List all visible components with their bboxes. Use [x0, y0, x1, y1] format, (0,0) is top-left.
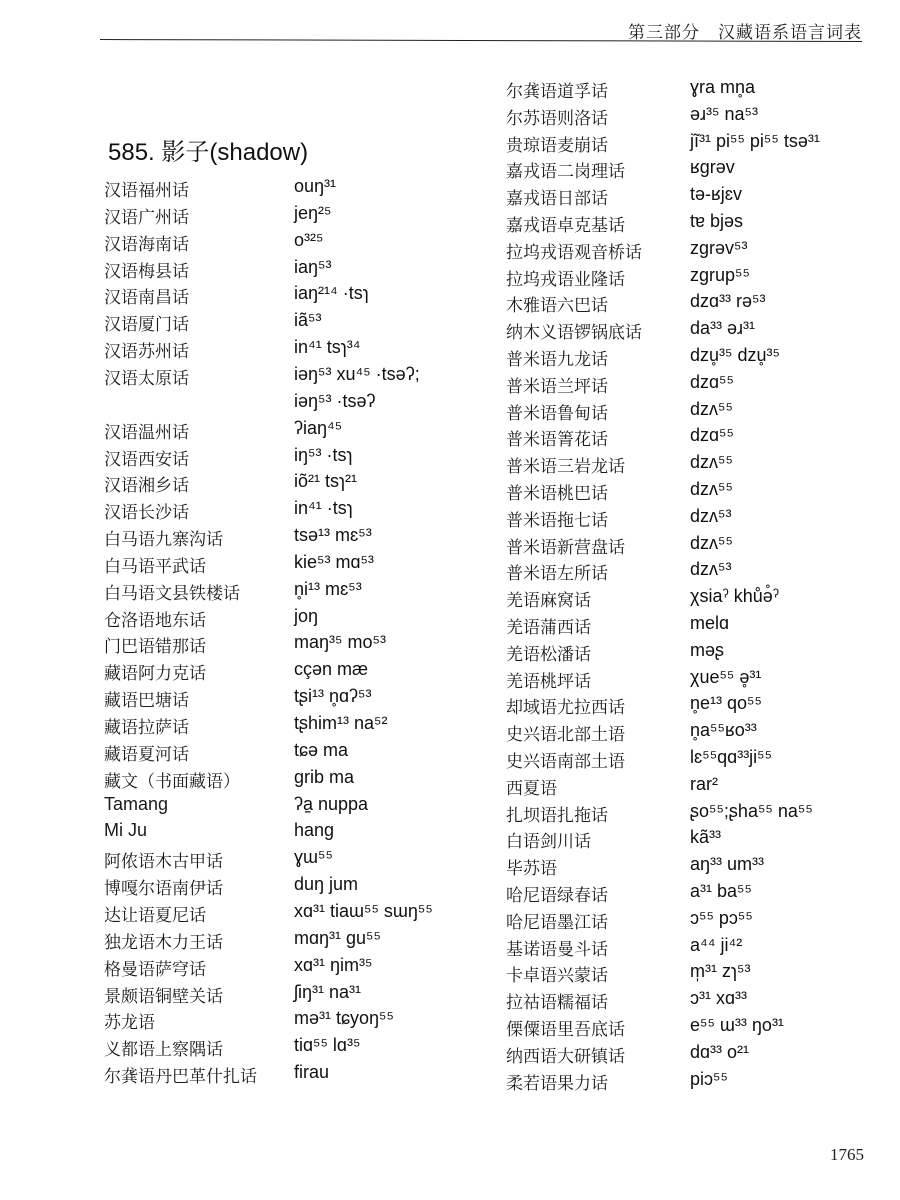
word-form: dzʌ⁵³	[690, 505, 732, 526]
language-name: 汉语太原话	[104, 368, 189, 389]
word-form: dzɑ⁵⁵	[690, 371, 734, 392]
language-name: 达让语夏尼话	[104, 905, 206, 926]
language-name: 汉语南昌话	[104, 288, 189, 309]
word-form: melɑ	[690, 613, 730, 633]
word-form: rar²	[690, 773, 718, 794]
language-name: 汉语厦门话	[104, 315, 189, 336]
word-form: tʂhim¹³ na⁵²	[294, 713, 388, 733]
language-name: 门巴语错那话	[104, 637, 206, 658]
word-form: ʃiŋ³¹ na³¹	[294, 981, 362, 1002]
word-form: aŋ³³ um³³	[690, 854, 765, 875]
language-name: 尔苏语则洛话	[506, 108, 608, 129]
language-name: 普米语九龙话	[506, 350, 608, 370]
word-form: məʂ	[690, 639, 725, 660]
language-name: 汉语长沙话	[104, 503, 189, 524]
language-name: 拉坞戎语观音桥话	[506, 242, 642, 263]
word-form: dzɑ⁵⁵	[690, 425, 734, 446]
word-form: tɐ bjəs	[690, 211, 744, 231]
language-name: Mi Ju	[104, 820, 148, 841]
word-form: ɣra mn̥a	[690, 77, 756, 97]
word-form: n̥i¹³ mɛ⁵³	[294, 578, 362, 599]
language-name: 羌语松潘话	[506, 644, 591, 665]
language-name: 哈尼语墨江话	[506, 912, 608, 933]
language-name: 普米语拖七话	[506, 510, 608, 531]
word-form: iaŋ²¹⁴ ·tsɿ	[294, 283, 369, 304]
language-name: 普米语鲁甸话	[506, 403, 608, 424]
language-name: 汉语福州话	[104, 181, 189, 201]
language-name: 却域语尤拉西话	[506, 698, 625, 719]
language-name: 汉语温州话	[104, 422, 189, 443]
word-form: in⁴¹ ·tsɿ	[294, 498, 353, 519]
language-name: 卡卓语兴蒙话	[506, 966, 608, 987]
word-form: ʔiaŋ⁴⁵	[294, 417, 343, 438]
word-form: zgrup⁵⁵	[690, 264, 750, 285]
word-form: a³¹ ba⁵⁵	[690, 881, 752, 901]
language-name: 柔若语果力话	[506, 1073, 608, 1094]
word-form: tɕə ma	[294, 739, 349, 760]
word-form: piɔ⁵⁵	[690, 1068, 728, 1089]
language-name: 尔龚语道孚话	[506, 82, 608, 102]
language-name: 普米语兰坪话	[506, 376, 608, 397]
word-form: maŋ³⁵ mo⁵³	[294, 632, 386, 653]
word-form: n̥e¹³ qo⁵⁵	[690, 693, 762, 714]
word-form: zgrəv⁵³	[690, 237, 748, 258]
word-form: grib ma	[294, 766, 355, 787]
language-name: 普米语左所话	[506, 564, 608, 585]
language-name: 木雅语六巴话	[506, 296, 608, 317]
word-form: a⁴⁴ ji⁴²	[690, 934, 743, 955]
language-name: 西夏语	[506, 778, 557, 799]
word-form: iəŋ⁵³ xu⁴⁵ ·tsəʔ;	[294, 363, 420, 384]
word-form: xɑ³¹ ŋim³⁵	[294, 954, 373, 975]
word-form: tiɑ⁵⁵ lɑ³⁵	[294, 1035, 361, 1056]
language-name: 普米语箐花话	[506, 430, 608, 451]
word-form: e⁵⁵ ɯ³³ ŋo³¹	[690, 1015, 784, 1035]
language-name: 白语剑川话	[506, 832, 591, 853]
language-name: 嘉戎语日部话	[506, 189, 608, 210]
language-name: 嘉戎语二岗理话	[506, 162, 625, 183]
language-name: 汉语海南话	[104, 234, 189, 255]
language-name: 拉坞戎语业隆话	[506, 269, 625, 290]
language-name: 藏语拉萨话	[104, 718, 189, 738]
language-name: 羌语桃坪话	[506, 671, 591, 692]
word-form: dzʌ⁵⁵	[690, 398, 733, 419]
word-form: ʔa̠ nuppa	[294, 793, 369, 814]
word-form: cçən mæ	[294, 659, 369, 680]
language-name: 藏语夏河话	[104, 744, 189, 765]
word-form: ɔ⁵⁵ pɔ⁵⁵	[690, 907, 753, 928]
language-name: 基诺语曼斗话	[506, 939, 608, 960]
language-name: 藏文（书面藏语）	[104, 771, 240, 792]
word-form: o³²⁵	[294, 229, 324, 250]
word-form: ʁgrəv	[690, 157, 735, 178]
word-form: mɑŋ³¹ gu⁵⁵	[294, 927, 381, 948]
language-name: 羌语麻窝话	[506, 591, 591, 612]
language-name: 仓洛语地东话	[104, 610, 206, 631]
word-form: hang	[294, 820, 335, 841]
word-form: iõ²¹ tsɿ²¹	[294, 471, 357, 492]
language-name: 汉语广州话	[104, 207, 189, 228]
word-form: dzu̥³⁵ dzu̥³⁵	[690, 345, 780, 365]
word-form: m̩³¹ zɿ⁵³	[690, 961, 751, 982]
language-name: 拉祜语糯福话	[506, 993, 608, 1014]
language-name: 独龙语木力王话	[104, 932, 223, 953]
language-name: 阿侬语木古甲话	[104, 852, 223, 873]
language-name: 汉语西安话	[104, 449, 189, 470]
language-name: 史兴语南部土语	[506, 752, 625, 772]
language-name: 博嘎尔语南伊话	[104, 879, 223, 900]
word-form: əɹ³⁵ na⁵³	[690, 103, 758, 124]
word-form: jĩ³¹ pi⁵⁵ pi⁵⁵ tsə³¹	[690, 130, 820, 151]
language-name: 白马语文县铁楼话	[104, 583, 240, 604]
word-form: tsə¹³ mɛ⁵³	[294, 525, 372, 546]
language-name: 景颇语铜壁关话	[104, 986, 223, 1007]
entry-title: 585. 影子(shadow)	[108, 139, 309, 166]
word-form: n̥a⁵⁵ʁo³³	[690, 720, 757, 741]
word-form: in⁴¹ tsɿ³⁴	[294, 337, 361, 358]
word-form: firau	[294, 1062, 330, 1083]
word-form: iŋ⁵³ ·tsɿ	[294, 444, 353, 465]
word-form: dɑ³³ o²¹	[690, 1041, 750, 1062]
word-form: da³³ əɹ³¹	[690, 318, 756, 339]
language-name: 普米语新营盘话	[506, 537, 625, 558]
word-form: ɣɯ⁵⁵	[294, 847, 333, 868]
language-name: 汉语苏州话	[104, 342, 189, 363]
language-name: 普米语三岩龙话	[506, 457, 625, 478]
word-form: iaŋ⁵³	[294, 256, 332, 277]
language-name: 纳木义语锣锅底话	[506, 323, 642, 344]
word-form: kã³³	[690, 827, 721, 848]
word-form: lɛ⁵⁵qɑ³³ji⁵⁵	[690, 747, 773, 767]
language-name: 傈僳语里吾底话	[506, 1020, 625, 1040]
language-name: 尔龚语丹巴革什扎话	[104, 1067, 257, 1088]
word-form: ouŋ³¹	[294, 176, 337, 196]
language-name: 义都语上察隅话	[104, 1040, 223, 1061]
word-form: dzʌ⁵⁵	[690, 479, 733, 499]
word-form: jeŋ²⁵	[294, 202, 332, 223]
running-header-title: 第三部分 汉藏语系语言词表	[628, 23, 862, 43]
word-form: iã⁵³	[294, 310, 322, 331]
language-name: 白马语平武话	[104, 556, 206, 577]
language-name: 贵琼语麦崩话	[506, 135, 608, 156]
language-name: 嘉戎语卓克基话	[506, 216, 625, 236]
word-form: joŋ	[294, 605, 319, 626]
word-form: dzɑ³³ rə⁵³	[690, 291, 766, 312]
language-name: 毕苏语	[506, 859, 557, 880]
word-form: tə-ʁjɛv	[690, 184, 743, 205]
language-name: 白马语九寨沟话	[104, 530, 223, 551]
language-name: 藏语阿力克话	[104, 664, 206, 685]
language-name: Tamang	[104, 793, 169, 814]
word-form: kie⁵³ mɑ⁵³	[294, 551, 374, 572]
word-form: tʂi¹³ n̥ɑʔ⁵³	[294, 686, 372, 707]
language-name: 史兴语北部土语	[506, 725, 625, 746]
language-name: 苏龙语	[104, 1013, 155, 1034]
page-number: 1765	[830, 1145, 864, 1164]
language-name: 普米语桃巴话	[506, 484, 608, 504]
word-form: duŋ jum	[294, 874, 359, 895]
word-form: mə³¹ tɕyoŋ⁵⁵	[294, 1008, 394, 1029]
word-form: xɑ³¹ tiaɯ⁵⁵ sɯŋ⁵⁵	[294, 900, 433, 921]
language-name: 扎坝语扎拖话	[506, 805, 608, 826]
language-name: 汉语湘乡话	[104, 476, 189, 497]
word-form: ʂo⁵⁵;ʂha⁵⁵ na⁵⁵	[690, 800, 813, 821]
word-form: iəŋ⁵³ ·tsəʔ	[294, 390, 376, 411]
word-form: dzʌ⁵⁵	[690, 452, 733, 473]
language-name: 羌语蒲西话	[506, 618, 591, 638]
word-form: dzʌ⁵⁵	[690, 532, 733, 553]
word-form: χue⁵⁵ ə̥³¹	[690, 666, 762, 687]
word-form: dzʌ⁵³	[690, 559, 732, 580]
word-form: χsiaˀ khůə̊ˀ	[690, 586, 780, 607]
language-name: 哈尼语绿春话	[506, 886, 608, 906]
language-name: 藏语巴塘话	[104, 691, 189, 712]
language-name: 汉语梅县话	[104, 261, 189, 282]
language-name: 格曼语萨穹话	[104, 959, 206, 980]
word-form: ɔ³¹ xɑ³³	[690, 988, 747, 1009]
language-name: 纳西语大研镇话	[506, 1046, 625, 1067]
